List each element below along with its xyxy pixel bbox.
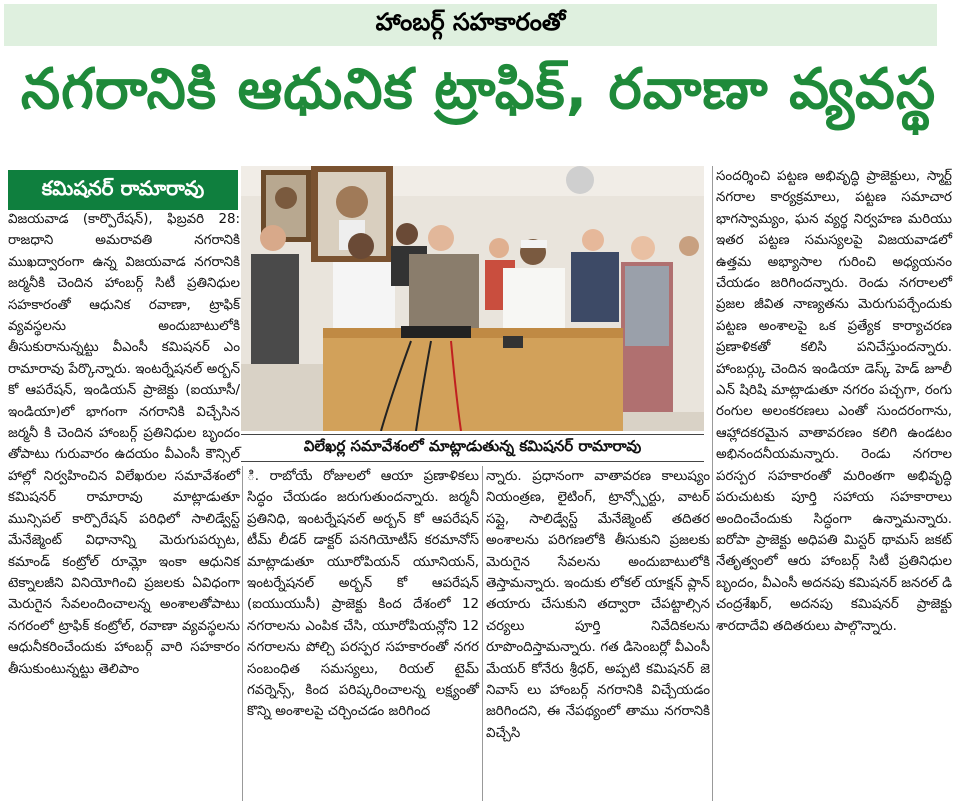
column-divider xyxy=(242,466,243,801)
column-4-text: సందర్శించి పట్టణ అభివృద్ధి ప్రాజెక్టులు, స్మార్ట్ నగరాల కార్యక్రమాలు, పట్టణ సమాచార భాగస్వామ్యం, ఘన వ్యర్థ నిర్వహణ మరియు ఇతర పట్టణ సమస్యలపై విజయవాడలో ఉత్తమ అభ్యాసాల గురించి అధ్యయనం చేయడం జరిగిందన్నారు. రెండు నగరాలలో ప్రజల జీవిత నాణ్యతను మెరుగుపర్చేందుకు పట్టణ అంశాలపై ఒక ప్రత్యేక కార్యాచరణ ప్రణాళికతో కలిసి పనిచేస్తుందన్నారు. హాంబర్గ్కు చెందిన ఇండియా డెస్క్ హెడ్ జూలీ ఎన్ షిరిషి మాట్లాడుతూ నగరం పచ్చగా, రంగు రంగుల అలంకరణలు ఎంతో సుందరంగాను, ఆహ్లాదకరమైన వాతావరణం కలిగి ఉండటం అభినందనీయమన్నారు. రెండు నగరాల పరస్పర సహకారంతో మరింతగా అభివృద్ధి పరుచుటకు పూర్తి సహాయ సహకారాలు అందించేందుకు సిద్ధంగా ఉన్నామన్నారు. ఐరోపా ప్రాజెక్టు అధిపతి మిస్టర్ థామస్ జకట్ నేతృత్వంలో ఆరు హాంబర్గ్ సిటీ ప్రతినిధుల బృందం, వీఎంసీ అదనపు కమిషనర్ జనరల్ డి చంద్రశేఖర్, అదనపు కమిషనర్ ప్రాజెక్టు శారదాదేవి తదితరులు పాల్గొన్నారు. xyxy=(716,169,952,634)
article-column-1 xyxy=(8,209,240,680)
press-conference-photo xyxy=(241,166,704,431)
headline xyxy=(4,48,953,144)
byline-box xyxy=(8,170,238,210)
headline-text: నగరానికి ఆధునిక ట్రాఫిక్, రవాణా వ్యవస్థ xyxy=(20,56,937,122)
photo-caption xyxy=(241,434,704,462)
kicker-banner xyxy=(4,4,937,46)
column-3-text: న్నారు. ప్రధానంగా వాతావరణ కాలుష్యం నియంత్రణ, లైటింగ్, ట్రాన్స్పోర్టు, వాటర్ సప్లై, సాలిడ్వేస్ట్ మేనేజ్మెంట్ తదితర అంశాలను పరిగణలోకి తీసుకుని ప్రజలకు మెరుగైన సేవలను అందుబాటులోకి తెస్తామన్నారు. ఇందుకు లోకల్ యాక్షన్ ప్లాన్ తయారు చేసుకుని తద్వారా చేపట్టాల్సిన చర్యలు పూర్తి నివేదికలను రూపొందిస్తామన్నారు. గత డిసెంబర్లో వీఎంసీ మేయర్ కోనేరు శ్రీధర్, అప్పటి కమిషనర్ జె నివాస్ లు హాంబర్గ్ నగరానికి విచ్చేయడం జరిగిందని, ఈ నేపథ్యంలో తాము నగరానికి విచ్చేసి xyxy=(486,469,710,741)
column-1-text: విజయవాడ (కార్పొరేషన్), ఫిబ్రవరి 28: రాజధాని అమరావతి నగరానికి ముఖద్వారంగా ఉన్న విజయవాడ నగరానికి జర్మనీకి చెందిన హాంబర్గ్ సిటీ ప్రతినిధుల సహకారంతో ఆధునిక రవాణా, ట్రాఫిక్ వ్యవస్థలను అందుబాటులోకి తీసుకురానున్నట్టు వీఎంసీ కమిషనర్ ఎం రామారావు పేర్కొన్నారు. ఇంటర్నేషనల్ అర్బన్ కో ఆపరేషన్, ఇండియన్ ప్రాజెక్టు (ఐయూసీ/ ఇండియా)లో భాగంగా నగరానికి విచ్చేసిన జర్మనీ కి చెందిన హాంబర్గ్ ప్రతినిధుల బృందం తోపాటు గురువారం ఉదయం వీఎంసీ కౌన్సిల్ హాల్లో నిర్వహించిన విలేఖరుల సమావేశంలో కమిషనర్ రామారావు మాట్లాడుతూ మున్సిపల్ కార్పొరేషన్ పరిధిలో సాలిడ్వేస్ట్ మేనేజ్మెంట్ విధానాన్ని మెరుగుపర్చుట, కమాండ్ కంట్రోల్ రూమ్లో ఇంకా ఆధునిక టెక్నాలజీని వినియోగించి ప్రజలకు ఏవిధంగా మెరుగైన సేవలందించాలన్న అంశాలతోపాటు నగరంలో ట్రాఫిక్ కంట్రోల్, రవాణా వ్యవస్థలను ఆధునీకరించేందుకు హాంబర్గ్ వారి సహకారం తీసుకుంటున్నట్టు తెలిపాం xyxy=(8,212,240,677)
article-column-2 xyxy=(247,466,479,723)
kicker-text: హాంబర్గ్ సహకారంతో xyxy=(375,8,566,36)
article-column-4 xyxy=(716,166,952,637)
column-divider xyxy=(712,166,713,801)
article-column-3 xyxy=(486,466,710,744)
photo-illustration xyxy=(241,166,704,431)
photo-caption-text: విలేఖర్ల సమావేశంలో మాట్లాడుతున్న కమిషనర్ రామారావు xyxy=(303,437,642,455)
column-2-text: ి. రాబోయే రోజులలో ఆయా ప్రణాళికలు సిద్ధం చేయడం జరుగుతుందన్నారు. జర్మనీ ప్రతినిధి, ఇంటర్నేషనల్ అర్బన్ కో ఆపరేషన్ టీమ్ లీడర్ డాక్టర్ పనగియోటీస్ కరమానోస్ మాట్లాడుతూ యూరోపియన్ యూనియన్, ఇంటర్నేషనల్ అర్బన్ కో ఆపరేషన్ (ఐయుయుసీ) ప్రాజెక్టు కింద దేశంలో 12 నగరాలను ఎంపిక చేసి, యూరోపియన్లోని 12 నగరాలను పోల్చి పరస్పర సహకారంతో నగర సంబంధిత సమస్యలు, రియల్ టైమ్ గవర్నెన్స్, కింద పరిష్కరించాలన్న లక్ష్యంతో కొన్ని అంశాలపై చర్చించడం జరిగింద xyxy=(247,469,479,720)
byline-text: కమిషనర్ రామారావు xyxy=(41,175,205,200)
column-divider xyxy=(482,466,483,801)
